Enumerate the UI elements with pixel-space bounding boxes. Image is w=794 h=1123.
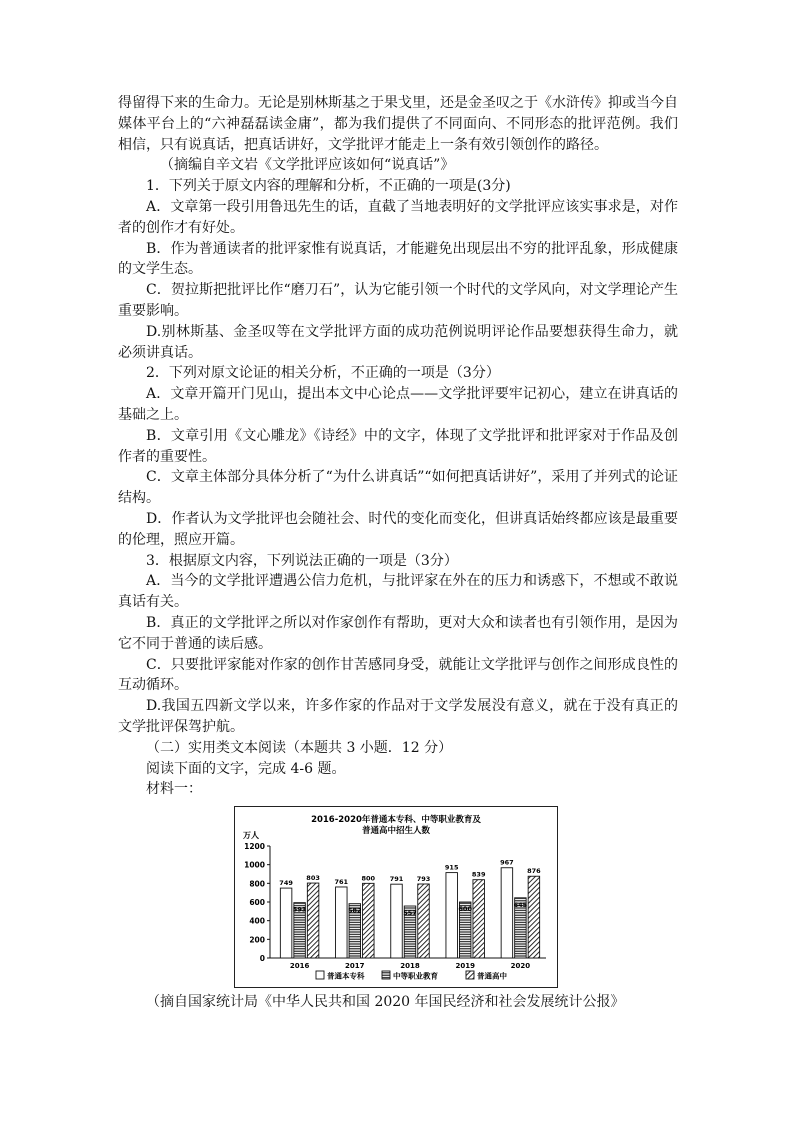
paragraph: D.别林斯基、金圣叹等在文学批评方面的成功范例说明评论作品要想获得生命力，就必须讲真话。 [118,323,678,361]
x-tick-label: 2018 [400,962,420,970]
y-tick-label: 200 [249,935,265,945]
bar-2019-2 [473,880,485,958]
bar-2018-0 [391,884,403,958]
bar-value-label: 582 [348,906,362,915]
x-tick-label: 2016 [289,962,310,970]
paragraph: （二）实用类文本阅读（本题共 3 小题．12 分） [146,739,453,756]
paragraph: （摘编自辛文岩《文学批评应该如何“说真话”》 [160,157,455,174]
paragraph: D．作者认为文学批评也会随社会、时代的变化而变化，但讲真话始终都应该是最重要的伦理，照应开篇。 [118,510,678,548]
bar-value-label: 803 [306,874,320,883]
document-body [118,93,678,800]
paragraph: C．文章主体部分具体分析了“为什么讲真话”“如何把真话讲好”，采用了并列式的论证结构。 [118,469,678,507]
paragraph: D.我国五四新文学以来，许多作家的作品对于文学发展没有意义，就在于没有真正的文学批评保驾护航。 [118,698,678,735]
source-citation: （摘自国家统计局《中华人民共和国 2020 年国民经济和社会发展统计公报》 [146,994,625,1010]
y-tick-label: 400 [249,916,265,926]
paragraph: A．当今的文学批评遭遇公信力危机，与批评家在外在的压力和诱惑下，不想或不敢说真话有关。 [118,573,678,611]
paragraph: 1．下列关于原文内容的理解和分析，不正确的一项是(3分) [146,178,511,195]
bar-value-label: 839 [471,870,486,879]
bar-2016-0 [280,888,292,958]
bar-value-label: 557 [403,909,417,918]
legend-label: 中等职业教育 [393,971,438,981]
x-tick-label: 2017 [345,962,365,970]
legend-label: 普通高中 [477,971,507,981]
bar-value-label: 791 [389,875,404,884]
y-tick-label: 1200 [244,842,265,851]
bar-2016-2 [307,883,319,958]
bar-value-label: 749 [279,879,293,888]
bar-2018-2 [418,884,430,958]
paragraph: 阅读下面的文字，完成 4-6 题。 [146,760,346,777]
bar-value-label: 645 [513,900,528,909]
y-tick-label: 0 [259,954,265,963]
bar-2017-0 [336,887,348,958]
paragraph: C．只要批评家能对作家的创作甘苦感同身受，就能让文学批评与创作之间形成良性的互动循环。 [118,656,678,694]
y-axis-label: 万人 [243,831,259,840]
x-tick-label: 2019 [455,962,475,970]
paragraph: 2．下列对原文论证的相关分析，不正确的一项是（3分） [146,365,500,382]
legend-swatch [466,971,474,979]
bar-value-label: 967 [500,858,514,867]
bar-value-label: 915 [444,863,459,872]
paragraph: A．文章第一段引用鲁迅先生的话，直截了当地表明好的文学批评应该实事求是，对作者的创作才有好处。 [118,198,678,236]
paragraph: B．文章引用《文心雕龙》《诗经》中的文字，体现了文学批评和批评家对于作品及创作者的重要性。 [118,427,678,465]
paragraph: B．作为普通读者的批评家惟有说真话，才能避免出现层出不穷的批评乱象，形成健康的文学生态。 [118,240,678,278]
bar-2020-0 [501,868,513,958]
paragraph: 得留得下来的生命力。无论是别林斯基之于果戈里，还是金圣叹之于《水浒传》抑或当今自媒体平台上的“六神磊磊读金庸”，都为我们提供了不同面向、不同形态的批评范例。我们相信，只有说真话，把真话讲好，文学批评才能走上一条有效引领创作的路径。 [118,95,678,153]
legend-label: 普通本专科 [327,971,365,981]
enrollment-chart-svg [234,806,558,988]
y-tick-label: 800 [249,879,265,889]
paragraph: C．贺拉斯把批评比作“磨刀石”，认为它能引领一个时代的文学风向，对文学理论产生重要影响。 [118,282,678,319]
bar-value-label: 793 [416,874,431,883]
legend-swatch [316,971,324,979]
bar-value-label: 600 [458,905,472,913]
paragraph: 3．根据原文内容，下列说法正确的一项是（3分） [146,552,458,569]
y-tick-label: 600 [249,898,265,907]
paragraph: 材料一： [146,781,202,798]
bar-2019-0 [446,873,458,958]
paragraph: A．文章开篇开门见山，提出本文中心论点——文学批评要牢记初心，建立在讲真话的基础之上。 [118,386,678,423]
enrollment-chart [234,806,558,988]
paragraph: B．真正的文学批评之所以对作家创作有帮助，更对大众和读者也有引领作用，是因为它不同于普通的读后感。 [118,614,678,652]
chart-title-line-2: 普通高中招生人数 [361,826,431,836]
x-tick-label: 2020 [510,962,531,970]
bar-2020-2 [528,876,540,958]
bar-2017-2 [363,883,375,958]
bar-value-label: 800 [361,874,376,883]
legend-swatch [382,971,390,979]
bar-value-label: 593 [292,905,307,914]
y-tick-label: 1000 [244,860,265,870]
chart-title-line-1: 2016-2020年普通本专科、中等职业教育及 [311,815,481,825]
bar-value-label: 761 [334,877,349,886]
bar-value-label: 876 [527,867,541,876]
